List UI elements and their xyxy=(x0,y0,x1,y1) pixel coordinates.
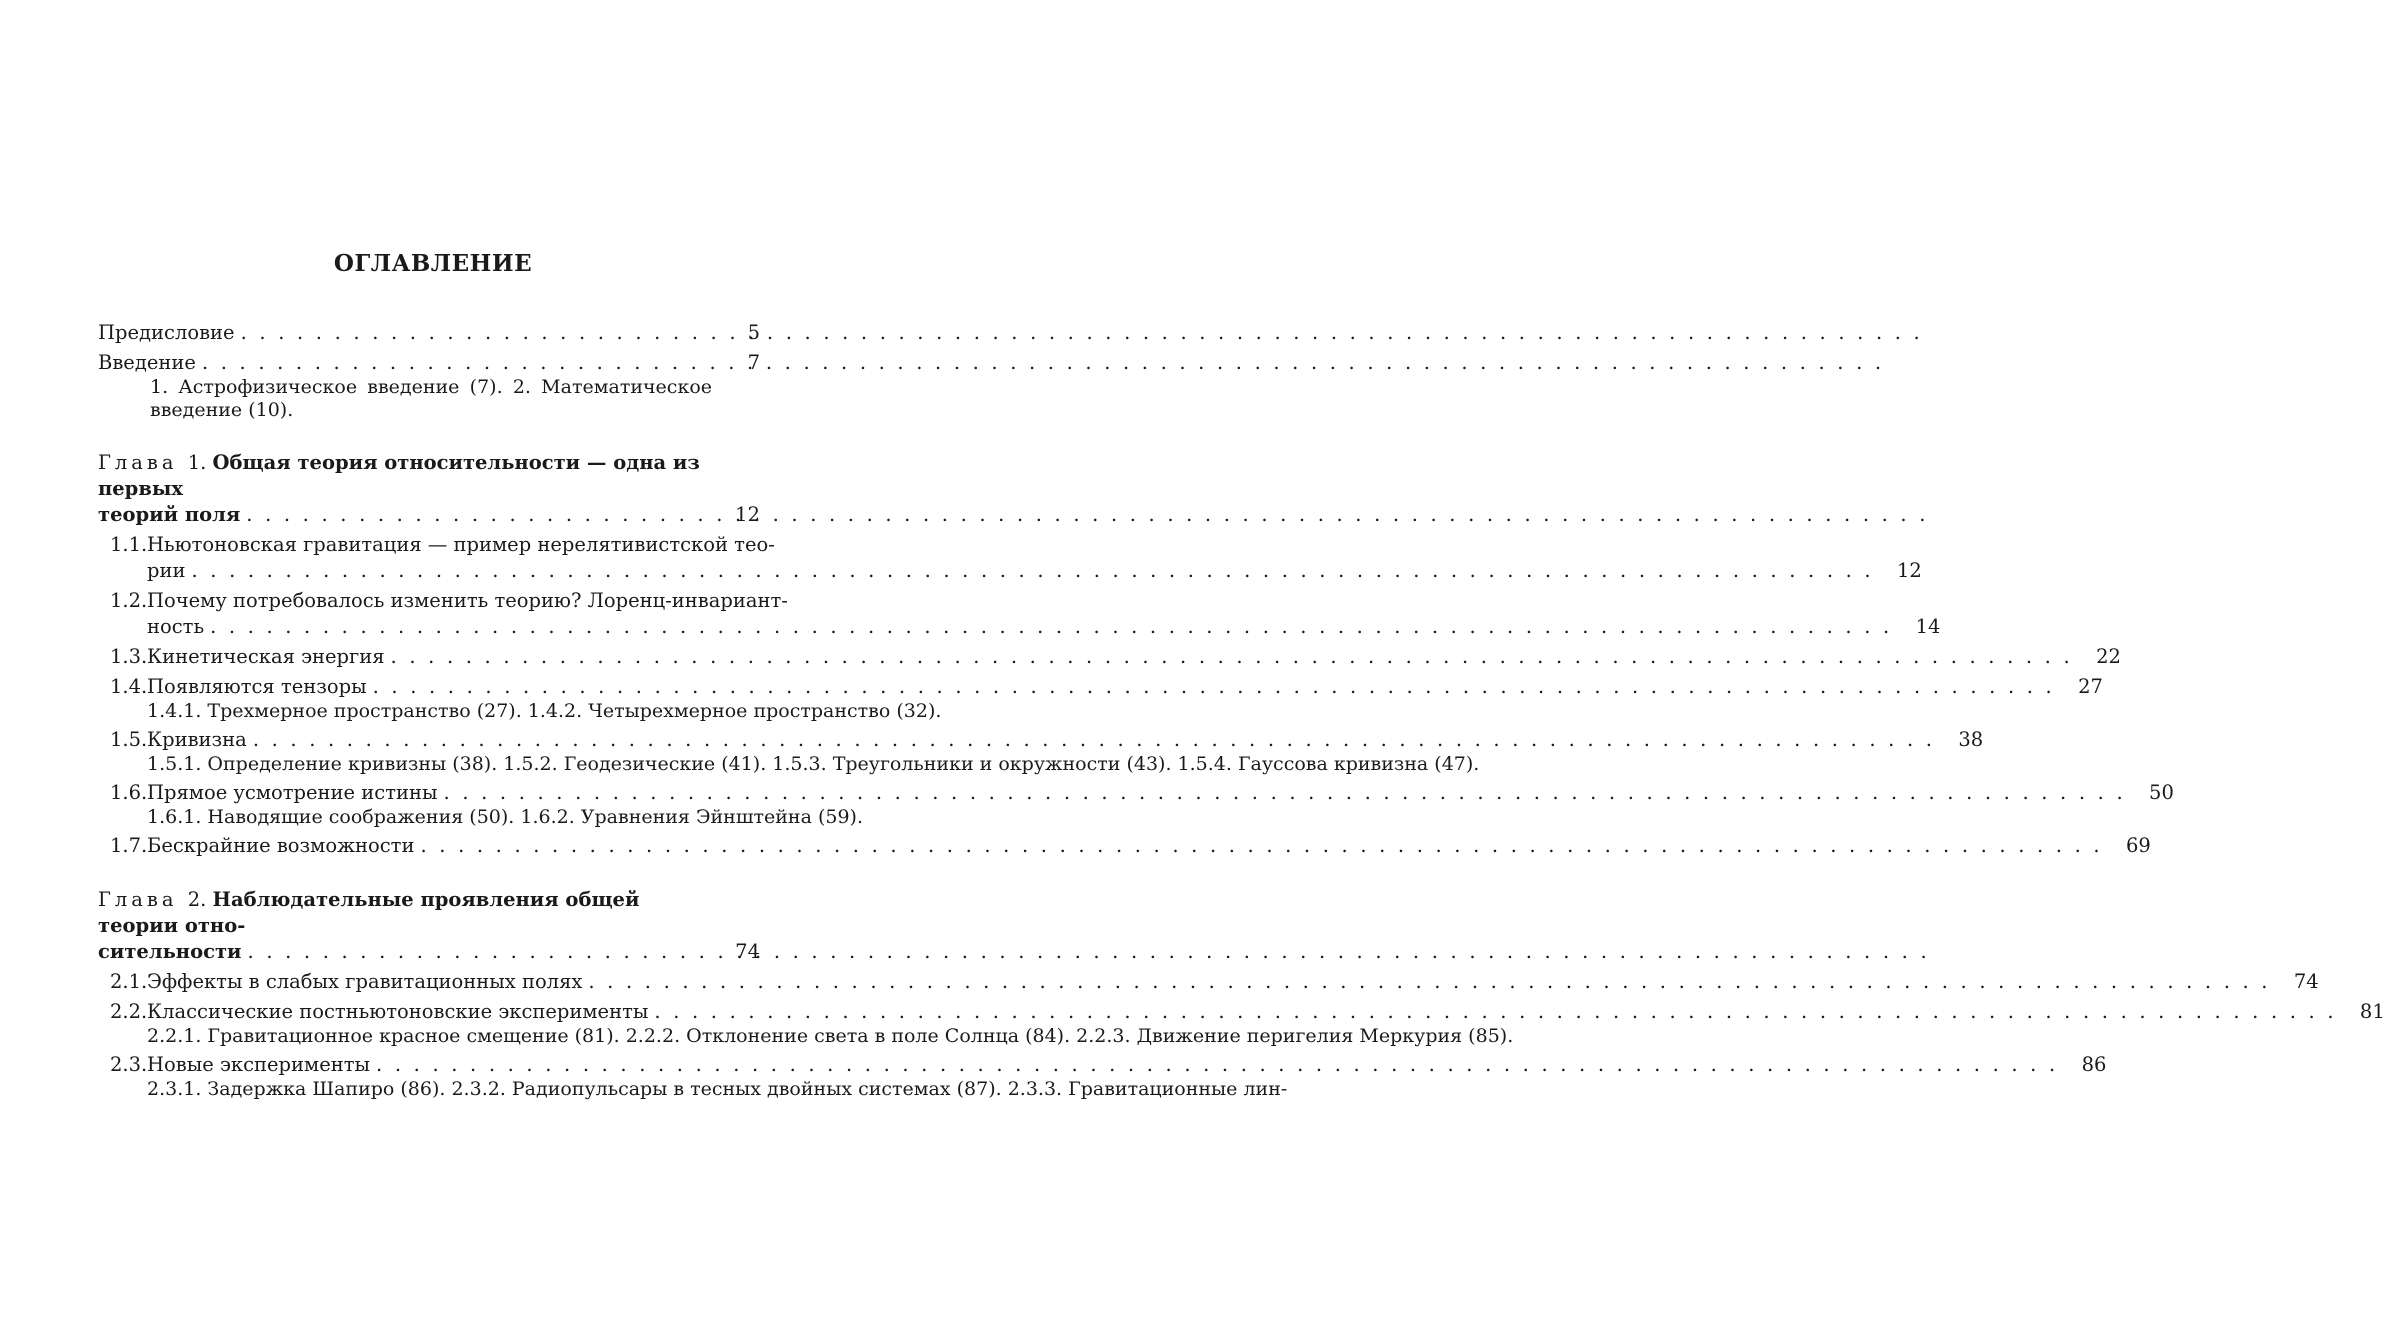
section-title: Кривизна xyxy=(147,728,247,751)
section-number: 1.1. xyxy=(110,533,148,556)
section-title: Появляются тензоры xyxy=(147,675,367,698)
page-number: 12 xyxy=(735,503,760,526)
leader-dots xyxy=(253,727,1935,753)
section-title: Новые эксперименты xyxy=(147,1053,371,1076)
subsection-list: 1. Астрофизическое введение (7). 2. Математическое введение (10). xyxy=(150,376,712,421)
page-number: 27 xyxy=(2078,675,2103,698)
page-number: 50 xyxy=(2149,781,2174,804)
leader-dots xyxy=(210,614,1892,640)
section-number: 2.2. xyxy=(110,1000,148,1023)
section-number: 1.4. xyxy=(110,675,148,698)
page-number: 69 xyxy=(2125,834,2151,857)
chapter-title-line1: Наблюдательные проявления общей теории отно- xyxy=(98,888,640,937)
section-number: 1.5. xyxy=(110,728,148,751)
toc-entry-preface[interactable] xyxy=(98,320,760,346)
table-of-contents xyxy=(98,250,2385,1101)
toc-section-1-3[interactable] xyxy=(110,644,2121,670)
section-number: 1.2. xyxy=(110,589,148,612)
leader-dots xyxy=(191,558,1873,584)
leader-dots xyxy=(654,999,2336,1025)
page-number: 74 xyxy=(735,940,760,963)
toc-section-1-4[interactable] xyxy=(110,674,2103,723)
section-title: Кинетическая энергия xyxy=(147,645,385,668)
chapter-heading[interactable] xyxy=(98,450,760,528)
subsection-list: 1.5.1. Определение кривизны (38). 1.5.2. Геодезические (41). 1.5.3. Треугольники и окружности (43). 1.5.4. Гауссова кривизна (47). xyxy=(147,753,1480,775)
subsection-list: 1.6.1. Наводящие соображения (50). 1.6.2. Уравнения Эйнштейна (59). xyxy=(147,806,863,828)
leader-dots xyxy=(391,644,2073,670)
section-title-line2: ность xyxy=(147,615,205,638)
leader-dots xyxy=(376,1052,2058,1078)
section-title: Прямое усмотрение истины xyxy=(147,781,438,804)
toc-section-1-6[interactable] xyxy=(110,780,2174,829)
section-number: 2.1. xyxy=(110,970,148,993)
toc-section-2-2[interactable] xyxy=(110,999,2385,1048)
toc-section-2-1[interactable] xyxy=(110,969,2319,995)
page-number: 38 xyxy=(1958,728,1984,751)
page-number: 5 xyxy=(747,321,760,344)
page-title: ОГЛАВЛЕНИЕ xyxy=(333,250,533,277)
leader-dots xyxy=(444,780,2126,806)
section-title-line1: Ньютоновская гравитация — пример нерелятивистской тео- xyxy=(147,533,775,556)
toc-section-1-5[interactable] xyxy=(110,727,1984,776)
toc-section-2-3[interactable] xyxy=(110,1052,2107,1101)
toc-entry-introduction[interactable] xyxy=(98,350,760,376)
entry-label: Введение xyxy=(98,351,196,374)
subsection-list: 1.4.1. Трехмерное пространство (27). 1.4.2. Четырехмерное пространство (32). xyxy=(147,700,942,722)
subsection-list: 2.2.1. Гравитационное красное смещение (81). 2.2.2. Отклонение света в поле Солнца (84). 2.2.3. Движение перигелия Меркурия (85). xyxy=(147,1025,1514,1047)
section-number: 1.7. xyxy=(110,834,148,857)
leader-dots xyxy=(241,320,712,346)
section-title: Бескрайние возможности xyxy=(147,834,415,857)
chapter-title-line2: сительности xyxy=(98,940,242,963)
chapter-heading[interactable] xyxy=(98,887,760,965)
chapter-title-line1: Общая теория относительности — одна из первых xyxy=(98,451,700,500)
leader-dots xyxy=(248,939,712,965)
section-number: 1.3. xyxy=(110,645,148,668)
chapter-word: Глава xyxy=(98,451,178,474)
entry-label: Предисловие xyxy=(98,321,235,344)
toc-section-1-1[interactable] xyxy=(110,532,1922,584)
toc-section-1-2[interactable] xyxy=(110,588,1941,640)
chapter-number: 1. xyxy=(187,451,207,474)
section-number: 2.3. xyxy=(110,1053,148,1076)
page-number: 81 xyxy=(2359,1000,2385,1023)
subsection-list: 2.3.1. Задержка Шапиро (86). 2.3.2. Радиопульсары в тесных двойных системах (87). 2.3.3. Гравитационные лин- xyxy=(147,1078,1288,1100)
chapter-title-line2: теорий поля xyxy=(98,503,241,526)
leader-dots xyxy=(373,674,2055,700)
section-title: Эффекты в слабых гравитационных полях xyxy=(147,970,583,993)
leader-dots xyxy=(246,502,712,528)
page-number: 7 xyxy=(747,351,760,374)
section-title-line2: рии xyxy=(147,559,186,582)
section-title-line1: Почему потребовалось изменить теорию? Лоренц-инвариант- xyxy=(147,589,788,612)
page-number: 14 xyxy=(1915,615,1941,638)
section-number: 1.6. xyxy=(110,781,148,804)
leader-dots xyxy=(588,969,2270,995)
leader-dots xyxy=(202,350,712,376)
chapter-number: 2. xyxy=(187,888,207,911)
leader-dots xyxy=(420,833,2102,859)
section-title: Классические постньютоновские эксперименты xyxy=(147,1000,649,1023)
page-number: 12 xyxy=(1897,559,1922,582)
toc-section-1-7[interactable] xyxy=(110,833,2151,859)
chapter-word: Глава xyxy=(98,888,178,911)
page-number: 86 xyxy=(2081,1053,2107,1076)
page-number: 22 xyxy=(2096,645,2121,668)
page-number: 74 xyxy=(2293,970,2319,993)
